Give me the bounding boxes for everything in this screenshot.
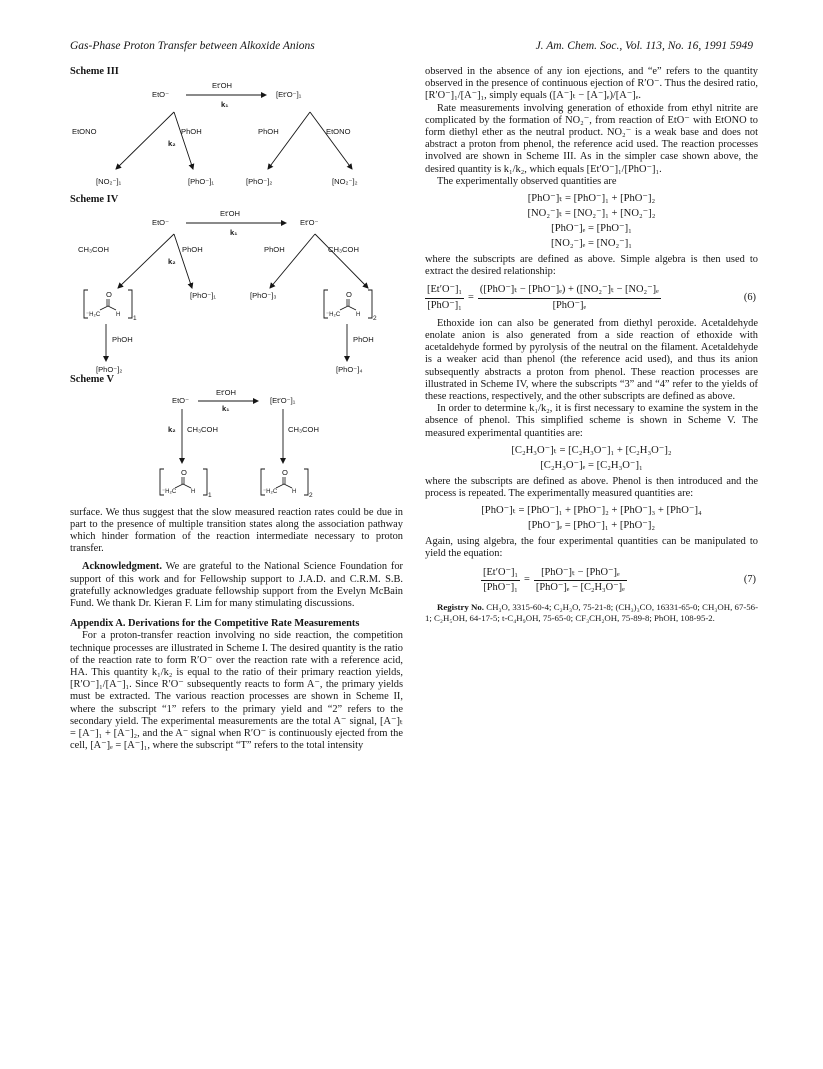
s4-yield-4: [PhO⁻]₄ — [336, 365, 363, 375]
s5-right-reagent: CH₃COH — [288, 424, 319, 434]
s5-enolate-right — [261, 468, 313, 499]
left-paragraph-2: For a proton-transfer reaction involving no side reaction, the competition technique processes are illustrated in Scheme I. The desired quantity is the ratio of the reaction rate to form R′O⁻ over the reaction rate with a reference acid, HA. This quantity k₁/k₂ is equal to the ratio of their primary reaction yields, [R′O⁻]₁/[A⁻]₁. Since R′O⁻ subsequently reacts to form A⁻, the primary yields must be extracted. The various reaction processes are shown in Scheme II, where the subscript “1” refers to the primary yield and “2” refers to the secondary yield. The experimental measurements are the total A⁻ signal, [A⁻]ₜ = [A⁻]₁ + [A⁻]₂, and the A⁻ signal when R′O⁻ is continuously ejected from the cell, [A⁻]ₑ = [A⁻]₁, where the subscript “T” refers to the total intensity — [70, 630, 403, 752]
s3-left-reagent: EtONO — [72, 127, 97, 137]
s5-reagent-top: Et′OH — [216, 387, 236, 397]
s3-right-reagent: EtONO — [326, 127, 351, 137]
eq7-rhs: $\frac{\text{[PhO⁻]ₜ − [PhO⁻]ₑ}}{\text{[PhO⁻]ₑ − [C₂H₃O⁻]ₑ}}$ — [535, 566, 625, 593]
right-paragraph-8: Again, using algebra, the four experimental quantities can be manipulated to yield the equation: — [425, 536, 758, 560]
equation: [NO₂⁻]ₜ = [NO₂⁻]₁ + [NO₂⁻]₂ — [527, 208, 656, 220]
s3-left-arrow — [116, 112, 174, 169]
svg-text:⁻H₂C: ⁻H₂C — [263, 488, 278, 495]
s3-yield-3: [PhO⁻]₂ — [246, 177, 273, 187]
equation: [PhO⁻]ₜ = [PhO⁻]₁ + [PhO⁻]₂ + [PhO⁻]₃ + [PhO⁻]₄ — [481, 505, 702, 517]
s5-k2: k₂ — [168, 424, 176, 434]
equation-6: $\frac{\text{[Et′O⁻]₁}}{\text{[PhO⁻]₁}}$ = $\frac{\text{([PhO⁻]ₜ − [PhO⁻]ₑ) + ([NO₂⁻]ₜ − [NO₂⁻]ₑ}}{\text{[PhO⁻]ₑ}}$ (6) — [427, 284, 756, 311]
svg-text:O: O — [181, 467, 187, 477]
s3-yield-4: [NO₂⁻]₂ — [332, 177, 358, 187]
eq6-rhs: $\frac{\text{([PhO⁻]ₜ − [PhO⁻]ₑ) + ([NO₂⁻]ₜ − [NO₂⁻]ₑ}}{\text{[PhO⁻]ₑ}}$ — [479, 284, 659, 311]
scheme-4-label: Scheme IV — [70, 194, 119, 206]
svg-text:O: O — [346, 290, 352, 300]
svg-text:2: 2 — [309, 491, 313, 499]
equation-7: $\frac{\text{[Et′O⁻]₁}}{\text{[PhO⁻]₁}}$ = $\frac{\text{[PhO⁻]ₜ − [PhO⁻]ₑ}}{\text{[PhO⁻]ₑ − [C₂H₃O⁻]ₑ}}$ (7) — [483, 566, 756, 593]
svg-text:1: 1 — [208, 491, 212, 499]
s4-leftmid-arrow — [174, 234, 192, 288]
s4-left-reagent: CH₃COH — [78, 245, 109, 255]
registry-heading: Registry No. — [437, 602, 484, 613]
svg-text:⁻H₂C: ⁻H₂C — [326, 312, 341, 319]
registry-numbers — [425, 602, 758, 623]
equation: [C₂H₃O⁻]ₑ = [C₂H₃O⁻]₁ — [540, 459, 643, 471]
s5-left-reagent: CH₃COH — [187, 424, 218, 434]
equation: [C₂H₃O⁻]ₜ = [C₂H₃O⁻]₁ + [C₂H₃O⁻]₂ — [511, 444, 672, 456]
svg-text:1: 1 — [133, 315, 137, 323]
svg-text:O: O — [106, 290, 112, 300]
svg-text:H: H — [191, 488, 196, 495]
right-column — [425, 66, 758, 623]
svg-text:H: H — [356, 312, 361, 319]
s4-right-arrow — [315, 234, 368, 288]
acknowledgment — [70, 561, 403, 610]
svg-text:H: H — [116, 312, 121, 319]
scheme-3 — [70, 78, 403, 194]
equation: [PhO⁻]ₑ = [PhO⁻]₁ — [551, 223, 632, 235]
s4-yield-2: [PhO⁻]₂ — [96, 365, 123, 375]
s4-product: Et′O⁻ — [300, 218, 319, 228]
scheme-3-label: Scheme III — [70, 66, 119, 77]
s5-enolate-left — [160, 468, 212, 499]
s4-yield-1: [PhO⁻]₁ — [190, 291, 216, 301]
left-paragraph-1: surface. We thus suggest that the slow measured reaction rates could be due in part to the presence of multiple transition states along the association pathway which hinder formation of the reaction intermediate necessary to proton transfer. — [70, 506, 403, 555]
s3-leftmid-arrow — [174, 112, 193, 169]
journal-citation: J. Am. Chem. Soc., Vol. 113, No. 16, 1991 5949 — [535, 40, 753, 52]
right-paragraph-7: where the subscripts are defined as above. Phenol is then introduced and the process is repeated. The experimentally measured quantities are: — [425, 475, 758, 500]
s3-right-arrow — [310, 112, 352, 169]
s3-yield-2: [PhO⁻]₁ — [188, 177, 214, 187]
s3-rightmid-arrow — [268, 112, 310, 169]
s4-right-down-reagent: PhOH — [353, 335, 374, 345]
svg-text:⁻H₂C: ⁻H₂C — [86, 312, 101, 319]
s5-k1: k₁ — [222, 403, 230, 413]
s4-yield-3: [PhO⁻]₃ — [250, 291, 277, 301]
right-paragraph-4: where the subscripts are defined as above. Simple algebra is then used to extract the desired relationship: — [425, 254, 758, 278]
svg-text:H: H — [292, 488, 297, 495]
registry-body: CH₃O, 3315-60-4; C₂H₃O, 75-21-8; (CH₃)₃CO, 16331-65-0; CH₃OH, 67-56-1; C₂H₅OH, 64-17-5; t-C₄H₉OH, 75-65-0; CF₃CH₂OH, 75-89-8; PhOH, 108-95-2. — [425, 602, 759, 623]
s3-yield-1: [NO₂⁻]₁ — [96, 177, 122, 187]
s4-right-reagent: CH₃COH — [328, 245, 359, 255]
s5-reactant: EtO⁻ — [172, 395, 190, 405]
eq7-lhs: $\frac{\text{[Et′O⁻]₁}}{\text{[PhO⁻]₁}}$ — [483, 566, 519, 593]
ack-heading: Acknowledgment. — [82, 561, 162, 573]
scheme-4 — [70, 206, 403, 374]
s4-rightmid-arrow — [270, 234, 315, 288]
appendix-heading: Appendix A. Derivations for the Competitive Rate Measurements — [70, 618, 360, 630]
s4-left-arrow — [118, 234, 174, 288]
equation: [PhO⁻]ₜ = [PhO⁻]₁ + [PhO⁻]₂ — [527, 193, 656, 205]
ack-body: We are grateful to the National Science Foundation for support of this work and for Fellowship support to J.A.D. and C.R.M. S.B. gratefully acknowledges graduate fellowship support from the Evelyn McBain Fund. We thank Dr. Kieran F. Lim for many stimulating discussions. — [70, 561, 403, 610]
s4-k1: k₁ — [230, 228, 238, 238]
s4-k2: k₂ — [168, 257, 176, 267]
equation-group-1 — [425, 191, 758, 251]
right-paragraph-1: observed in the absence of any ion ejections, and “e” refers to the quantity observed in the presence of continuous ejection of R′O⁻. Thus the desired ratio, [R′O⁻]₁/[A⁻]₁, simply equals ([A⁻]ₜ − [A⁻]ₑ)/[A⁻]ₑ. — [425, 66, 758, 102]
equation: [PhO⁻]ₑ = [PhO⁻]₁ + [PhO⁻]₂ — [527, 520, 656, 532]
s3-leftmid-reagent: PhOH — [181, 127, 202, 137]
running-title: Gas-Phase Proton Transfer between Alkoxide Anions — [70, 40, 315, 52]
s5-product: [Et′O⁻]₁ — [270, 395, 296, 405]
scheme-5 — [70, 387, 403, 507]
s4-reagent-top: Et′OH — [220, 209, 240, 219]
scheme-5-label: Scheme V — [70, 374, 114, 386]
equation-group-3 — [425, 503, 758, 533]
eq7-number: (7) — [743, 574, 756, 586]
s4-leftmid-reagent: PhOH — [182, 245, 203, 255]
s4-enolate-left — [84, 290, 137, 322]
svg-text:⁻H₂C: ⁻H₂C — [162, 488, 177, 495]
left-column — [70, 66, 403, 752]
s3-product: [Et′O⁻]₁ — [276, 90, 302, 100]
s3-rightmid-reagent: PhOH — [258, 127, 279, 137]
equation-group-2 — [425, 443, 758, 473]
equation: [NO₂⁻]ₑ = [NO₂⁻]₁ — [551, 238, 632, 250]
s4-left-down-reagent: PhOH — [112, 335, 133, 345]
eq6-lhs: $\frac{\text{[Et′O⁻]₁}}{\text{[PhO⁻]₁}}$ — [427, 284, 463, 311]
s3-k2: k₂ — [168, 139, 176, 149]
eq6-number: (6) — [743, 292, 756, 304]
s4-rightmid-reagent: PhOH — [264, 245, 285, 255]
right-paragraph-5: Ethoxide ion can also be generated from diethyl peroxide. Acetaldehyde enolate anion is also generated from a side reaction of ethoxide with acetaldehyde formed by pyrolysis of the neutral on the filament. Acetaldehyde is a weaker acid than phenol (the reference acid used), and thus its anion subsequently abstracts a proton from phenol. These reaction processes are illustrated in Scheme IV, where the subscripts “3” and “4” refer to the yields of these reactions, respectively, and the other subscripts are defined as above. — [425, 317, 758, 403]
s4-reactant: EtO⁻ — [152, 218, 170, 228]
right-paragraph-3: The experimentally observed quantities are — [437, 175, 617, 187]
s4-enolate-right — [324, 290, 377, 322]
s3-k1: k₁ — [221, 100, 229, 110]
svg-text:2: 2 — [373, 315, 377, 323]
svg-text:O: O — [282, 467, 288, 477]
right-paragraph-2: Rate measurements involving generation of ethoxide from ethyl nitrite are complicated by the formation of NO₂⁻, from reaction of EtO⁻ with EtONO to form diethyl ether as the neutral product. NO₂⁻ is a weak base and does not abstract a proton from phenol, the reference acid used. The reaction processes involved are shown in Scheme III. As in the simpler case shown above, the desired quantity is k₁/k₂, which equals [Et′O⁻]₁/[PhO⁻]₁. — [425, 102, 758, 175]
s3-reactant: EtO⁻ — [152, 90, 170, 100]
s3-reagent-top: Et′OH — [212, 81, 232, 91]
right-paragraph-6: In order to determine k₁/k₂, it is first necessary to examine the system in the absence of phenol. This simplified scheme is shown in Scheme V. The measured experimental quantities are: — [425, 403, 758, 439]
